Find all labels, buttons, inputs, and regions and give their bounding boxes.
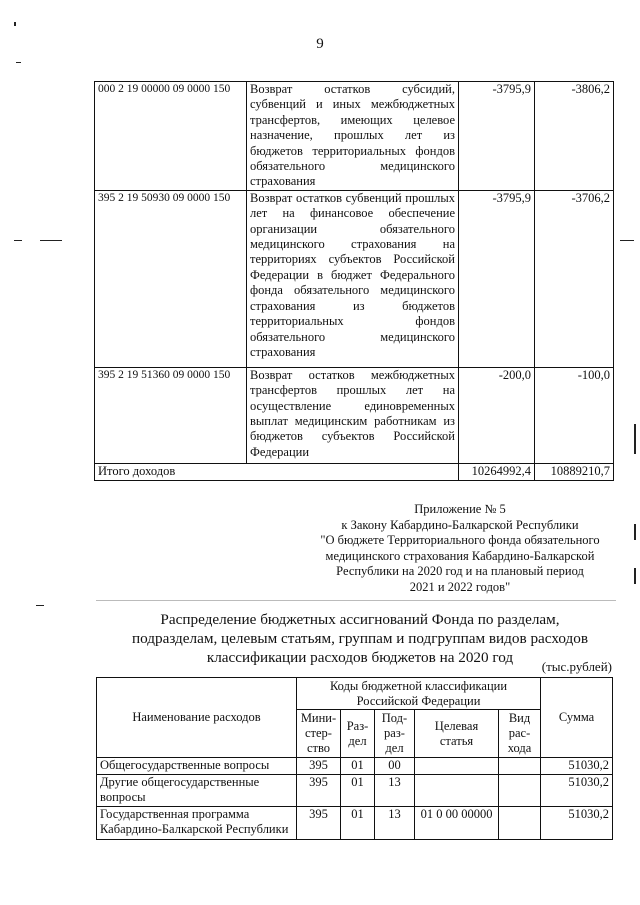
appendix-line: Республики на 2020 год и на плановый период bbox=[336, 564, 584, 579]
units-label: (тыс.рублей) bbox=[541, 659, 612, 674]
section-title-line: Распределение бюджетных ассигнований Фонда по разделам, bbox=[160, 611, 560, 628]
header-section: Раз-дел bbox=[341, 710, 375, 758]
budget-code: 395 2 19 51360 09 0000 150 bbox=[95, 367, 247, 463]
expense-name: Государственная программа Кабардино-Балкарской Республики bbox=[97, 807, 297, 840]
target-code bbox=[415, 775, 499, 807]
header-codes: Коды бюджетной классификации Российской Федерации bbox=[297, 678, 541, 710]
total-label: Итого доходов bbox=[95, 463, 459, 480]
table-row bbox=[97, 775, 613, 807]
subsection-code: 00 bbox=[375, 758, 415, 775]
header-target: Целевая статья bbox=[415, 710, 499, 758]
target-code bbox=[415, 758, 499, 775]
sum-value: 51030,2 bbox=[541, 775, 613, 807]
amount-2021: -3795,9 bbox=[459, 190, 535, 367]
total-2022: 10889210,7 bbox=[535, 463, 614, 480]
section-code: 01 bbox=[341, 775, 375, 807]
table-row bbox=[95, 367, 614, 463]
total-2021: 10264992,4 bbox=[459, 463, 535, 480]
ministry-code: 395 bbox=[297, 758, 341, 775]
table-row bbox=[95, 82, 614, 191]
expenditure-table bbox=[96, 677, 613, 840]
table-row bbox=[97, 758, 613, 775]
ministry-code: 395 bbox=[297, 807, 341, 840]
scan-mark bbox=[96, 600, 616, 601]
scan-mark bbox=[16, 62, 21, 63]
sum-value: 51030,2 bbox=[541, 807, 613, 840]
header-kind: Вид рас-хода bbox=[499, 710, 541, 758]
ministry-code: 395 bbox=[297, 775, 341, 807]
header-sum: Сумма bbox=[541, 678, 613, 758]
appendix-line: к Закону Кабардино-Балкарской Республики bbox=[341, 517, 579, 532]
kind-code bbox=[499, 775, 541, 807]
amount-2022: -3806,2 bbox=[535, 82, 614, 191]
revenue-description: Возврат остатков субсидий, субвенций и иных межбюджетных трансфертов, имеющих целевое назначение, прошлых лет из бюджетов территориальных фондов обязательного медицинского страхования bbox=[247, 82, 459, 191]
section-code: 01 bbox=[341, 758, 375, 775]
subsection-code: 13 bbox=[375, 807, 415, 840]
header-ministry: Мини-стер-ство bbox=[297, 710, 341, 758]
scan-mark bbox=[40, 240, 62, 241]
appendix-number: Приложение № 5 bbox=[414, 502, 506, 516]
appendix-line: медицинского страхования Кабардино-Балкарской bbox=[325, 548, 595, 563]
scan-mark bbox=[36, 605, 44, 606]
amount-2022: -3706,2 bbox=[535, 190, 614, 367]
appendix-header bbox=[300, 502, 620, 596]
scan-mark bbox=[634, 568, 636, 584]
target-code: 01 0 00 00000 bbox=[415, 807, 499, 840]
section-title-line: классификации расходов бюджетов на 2020 год bbox=[206, 649, 514, 666]
scan-mark bbox=[620, 240, 634, 241]
amount-2022: -100,0 bbox=[535, 367, 614, 463]
scan-mark bbox=[14, 240, 22, 241]
budget-code: 000 2 19 00000 09 0000 150 bbox=[95, 82, 247, 191]
scan-mark bbox=[634, 424, 636, 454]
subsection-code: 13 bbox=[375, 775, 415, 807]
table-row bbox=[97, 807, 613, 840]
appendix-line: 2021 и 2022 годов" bbox=[409, 579, 511, 594]
kind-code bbox=[499, 758, 541, 775]
revenue-description: Возврат остатков субвенций прошлых лет на финансовое обеспечение организации обязательного медицинского страхования на территориях субъектов Российской Федерации в бюджет Федерального фонда обязательного медицинского страхования из бюджетов территориальных фондов обязательного медицинского страхования bbox=[247, 190, 459, 367]
amount-2021: -200,0 bbox=[459, 367, 535, 463]
header-subsection: Под-раз-дел bbox=[375, 710, 415, 758]
header-name: Наименование расходов bbox=[97, 678, 297, 758]
section-code: 01 bbox=[341, 807, 375, 840]
appendix-line: "О бюджете Территориального фонда обязательного bbox=[320, 533, 600, 548]
table-row bbox=[95, 190, 614, 367]
page-number: 9 bbox=[316, 36, 324, 52]
budget-code: 395 2 19 50930 09 0000 150 bbox=[95, 190, 247, 367]
total-row bbox=[95, 463, 614, 480]
kind-code bbox=[499, 807, 541, 840]
expense-name: Другие общегосударственные вопросы bbox=[97, 775, 297, 807]
expense-name: Общегосударственные вопросы bbox=[97, 758, 297, 775]
revenue-table bbox=[94, 81, 614, 481]
revenue-description: Возврат остатков межбюджетных трансфертов прошлых лет на осуществление единовременных выплат медицинским работникам из бюджетов субъектов Российской Федерации bbox=[247, 367, 459, 463]
scan-mark bbox=[634, 524, 636, 540]
scan-mark bbox=[14, 22, 16, 26]
section-title-line: подразделам, целевым статьям, группам и подгруппам видов расходов bbox=[131, 630, 588, 647]
sum-value: 51030,2 bbox=[541, 758, 613, 775]
amount-2021: -3795,9 bbox=[459, 82, 535, 191]
